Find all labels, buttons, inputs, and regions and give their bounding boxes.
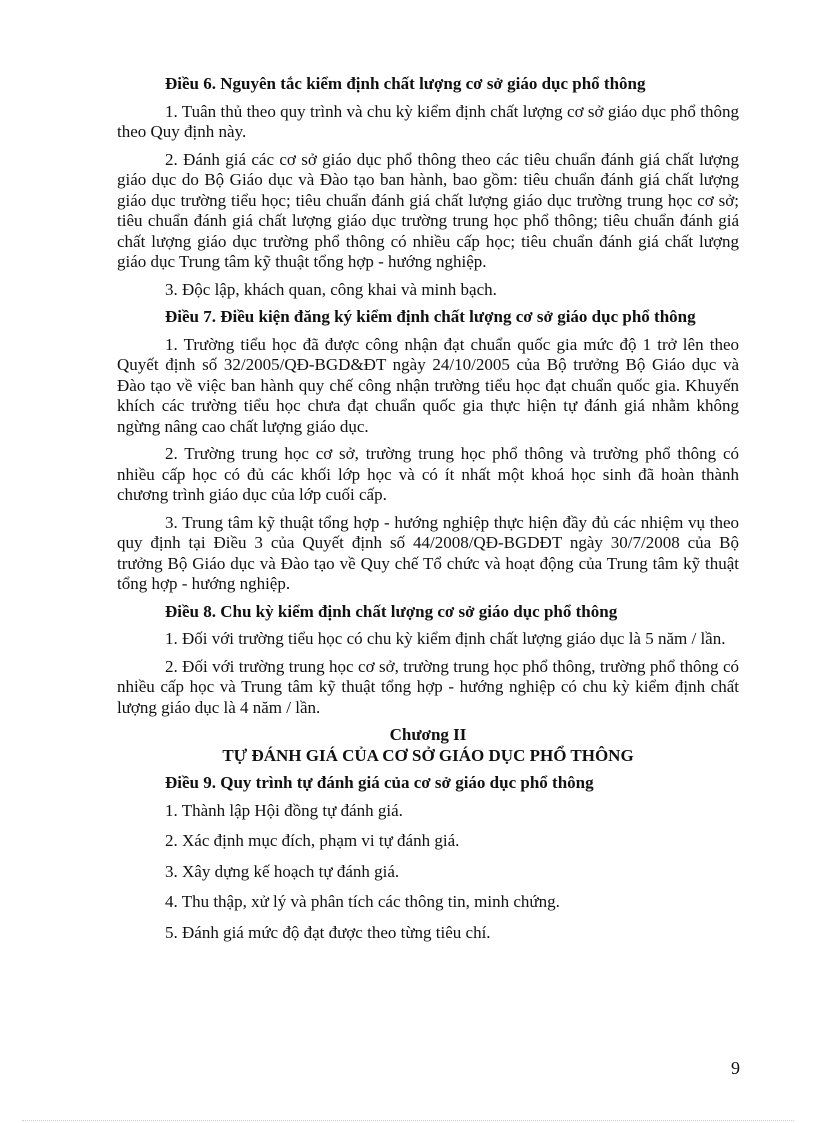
article-7-paragraph-1: 1. Trường tiểu học đã được công nhận đạt chuẩn quốc gia mức độ 1 trở lên theo Quyết định số 32/2005/QĐ-BGD&ĐT ngày 24/10/2005 của Bộ trưởng Bộ Giáo dục và Đào tạo về việc ban hành quy chế công nhận trường tiểu học đạt chuẩn quốc gia. Khuyến khích các trường tiểu học chưa đạt chuẩn quốc gia thực hiện tự đánh giá nhằm không ngừng nâng cao chất lượng giáo dục. <box>117 334 739 436</box>
footer-divider <box>22 1120 794 1121</box>
article-7-paragraph-2: 2. Trường trung học cơ sở, trường trung học phổ thông và trường phổ thông có nhiều cấp học có đủ các khối lớp học và có ít nhất một khoá học sinh đã hoàn thành chương trình giáo dục của lớp cuối cấp. <box>117 444 739 504</box>
chapter-label: Chương II <box>389 725 467 744</box>
article-8-paragraph-2: 2. Đối với trường trung học cơ sở, trường trung học phổ thông, trường phổ thông có nhiều cấp học và Trung tâm kỹ thuật tổng hợp - hướng nghiệp có chu kỳ kiểm định chất lượng giáo dục là 4 năm / lần. <box>117 656 739 717</box>
article-7-paragraph-3: 3. Trung tâm kỹ thuật tổng hợp - hướng nghiệp thực hiện đầy đủ các nhiệm vụ theo quy định tại Điều 3 của Quyết định số 44/2008/QĐ-BGDĐT ngày 30/7/2008 của Bộ trưởng Bộ Giáo dục và Đào tạo về Quy chế Tổ chức và hoạt động của Trung tâm kỹ thuật tổng hợp - hướng nghiệp. <box>117 512 739 593</box>
article-9-item-5: 5. Đánh giá mức độ đạt được theo từng tiêu chí. <box>165 922 491 942</box>
article-8-heading: Điều 8. Chu kỳ kiểm định chất lượng cơ sở giáo dục phổ thông <box>165 601 618 621</box>
article-7-heading: Điều 7. Điều kiện đăng ký kiểm định chất lượng cơ sở giáo dục phổ thông <box>165 307 696 326</box>
article-9-item-2: 2. Xác định mục đích, phạm vi tự đánh giá. <box>165 831 460 850</box>
article-6-paragraph-1: 1. Tuân thủ theo quy trình và chu kỳ kiểm định chất lượng cơ sở giáo dục phổ thông theo Quy định này. <box>117 101 739 141</box>
page-body <box>117 74 739 953</box>
article-9-heading: Điều 9. Quy trình tự đánh giá của cơ sở giáo dục phổ thông <box>165 773 594 792</box>
article-8-paragraph-1: 1. Đối với trường tiểu học có chu kỳ kiểm định chất lượng giáo dục là 5 năm / lần. <box>165 629 726 648</box>
chapter-title: TỰ ĐÁNH GIÁ CỦA CƠ SỞ GIÁO DỤC PHỔ THÔNG <box>222 745 634 765</box>
article-9-item-4: 4. Thu thập, xử lý và phân tích các thông tin, minh chứng. <box>165 892 560 911</box>
article-6-paragraph-3: 3. Độc lập, khách quan, công khai và minh bạch. <box>165 279 497 299</box>
article-9-item-3: 3. Xây dựng kế hoạch tự đánh giá. <box>165 861 400 881</box>
article-9-item-1: 1. Thành lập Hội đồng tự đánh giá. <box>165 800 403 820</box>
article-6-paragraph-2: 2. Đánh giá các cơ sở giáo dục phổ thông theo các tiêu chuẩn đánh giá chất lượng giáo dục do Bộ Giáo dục và Đào tạo ban hành, bao gồm: tiêu chuẩn đánh giá chất lượng giáo dục trường tiểu học; tiêu chuẩn đánh giá chất lượng giáo dục trường trung học cơ sở; tiêu chuẩn đánh giá chất lượng giáo dục trường trung học phổ thông; tiêu chuẩn đánh giá chất lượng giáo dục trường phổ thông có nhiều cấp học; tiêu chuẩn đánh giá chất lượng giáo dục Trung tâm kỹ thuật tổng hợp - hướng nghiệp. <box>117 149 739 271</box>
article-6-heading: Điều 6. Nguyên tắc kiểm định chất lượng cơ sở giáo dục phổ thông <box>165 74 646 93</box>
page-number: 9 <box>731 1058 740 1078</box>
